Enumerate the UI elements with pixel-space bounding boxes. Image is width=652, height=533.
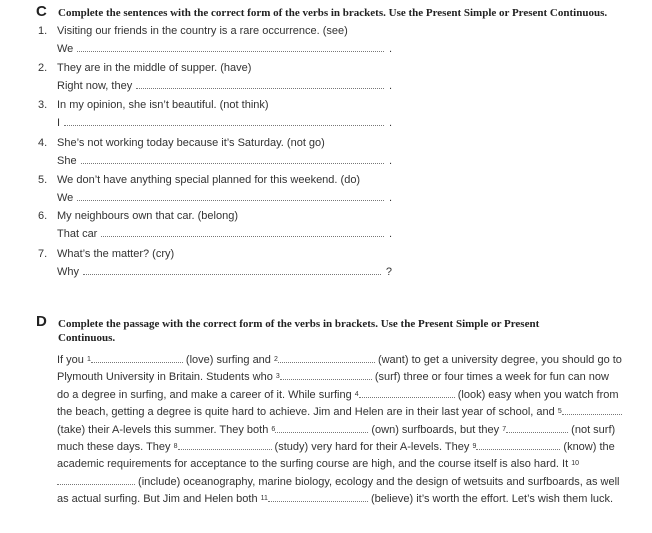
answer-start: Right now, they: [57, 80, 133, 92]
passage-segment: (include) oceanography, marine biology, ecology and the design of wetsuits and surfboards, as well as actual surfing. But Jim and Helen both: [57, 475, 620, 506]
passage-blank-2[interactable]: [278, 353, 375, 363]
gap-number: 2: [273, 356, 278, 363]
answer-blank[interactable]: [83, 265, 381, 275]
answer-start: Why: [57, 266, 79, 278]
item-sentence: In my opinion, she isn’t beautiful. (not think): [57, 99, 269, 111]
answer-end: ?: [385, 266, 392, 278]
passage-blank-11[interactable]: [268, 492, 368, 502]
passage-segment: If you: [57, 354, 87, 366]
passage-blank-6[interactable]: [275, 423, 368, 433]
section-c-header: [38, 4, 607, 20]
answer-blank[interactable]: [77, 191, 384, 201]
passage-blank-4[interactable]: [359, 388, 455, 398]
answer-end: .: [388, 117, 392, 129]
item-sentence: We don’t have anything special planned for this weekend. (do): [57, 174, 361, 186]
answer-end: .: [388, 228, 392, 240]
item-sentence: They are in the middle of supper. (have): [57, 62, 252, 74]
answer-start: That car: [57, 228, 98, 240]
answer-blank[interactable]: [81, 154, 384, 164]
section-d-letter: D: [36, 313, 47, 330]
passage-segment: (own) surfboards, but they: [368, 423, 503, 436]
answer-line[interactable]: [57, 227, 392, 240]
gap-number: 5: [557, 408, 562, 416]
section-d-header: [38, 314, 578, 345]
item-sentence: My neighbours own that car. (belong): [57, 210, 238, 222]
passage-blank-8[interactable]: [178, 440, 272, 450]
answer-start: She: [57, 155, 77, 167]
answer-line[interactable]: [57, 116, 392, 129]
passage-segment: (not surf) much these days. They: [57, 423, 616, 454]
answer-end: .: [388, 43, 392, 55]
answer-line[interactable]: [57, 191, 392, 204]
passage-blank-7[interactable]: [506, 423, 568, 433]
answer-end: .: [388, 192, 392, 204]
item-number: 5.: [38, 174, 48, 186]
passage-segment: (study) very hard for their A-levels. They: [271, 441, 473, 454]
passage-segment: (look) easy when you watch from the beach, getting a degree is quite hard to achieve. Jim and Helen are in their last year of school, and: [57, 388, 619, 419]
answer-line[interactable]: [57, 79, 392, 92]
gap-number: 1: [86, 356, 91, 363]
passage-blank-5[interactable]: [562, 405, 622, 415]
gap-number: 9: [472, 443, 477, 451]
item-sentence: What’s the matter? (cry): [57, 248, 175, 260]
item-number: 3.: [38, 99, 48, 111]
item-sentence: She’s not working today because it’s Saturday. (not go): [57, 137, 325, 149]
passage-segment: (take) their A-levels this summer. They both: [57, 423, 272, 436]
answer-line[interactable]: [57, 42, 392, 55]
item-number: 2.: [38, 62, 48, 74]
gap-number: 4: [354, 390, 359, 398]
answer-line[interactable]: [57, 154, 392, 167]
gap-number: 7: [502, 425, 507, 433]
answer-start: We: [57, 43, 74, 55]
item-number: 7.: [38, 248, 48, 260]
section-c-instruction: Complete the sentences with the correct form of the verbs in brackets. Use the Present Simple or Present Continuous.: [58, 7, 608, 19]
item-number: 6.: [38, 210, 48, 222]
item-sentence: Visiting our friends in the country is a rare occurrence. (see): [57, 25, 348, 37]
answer-end: .: [388, 80, 392, 92]
passage-blank-1[interactable]: [91, 353, 183, 363]
passage-segment: (love) surfing and: [182, 354, 274, 366]
passage-text: [57, 352, 622, 509]
section-d-instruction: Complete the passage with the correct form of the verbs in brackets. Use the Present Simple or Present Continuous.: [58, 318, 540, 344]
answer-blank[interactable]: [64, 116, 384, 126]
passage-segment: (know) the academic requirements for acceptance to the surfing course are high, and the course itself is also hard. It: [57, 441, 615, 471]
section-c-letter: C: [36, 3, 47, 20]
gap-number: 10: [571, 460, 580, 468]
passage-segment: (surf) three or four times a week for fun can now do a degree in surfing, and make a career of it. While surfing: [57, 371, 609, 401]
passage-blank-10[interactable]: [57, 475, 135, 485]
gap-number: 8: [173, 443, 178, 451]
answer-blank[interactable]: [136, 79, 384, 89]
passage-segment: (want) to get a university degree, you should go to Plymouth University in Britain. Students who: [57, 354, 622, 384]
gap-number: 3: [275, 373, 280, 381]
item-number: 1.: [38, 25, 48, 37]
answer-end: .: [388, 155, 392, 167]
answer-start: We: [57, 192, 74, 204]
answer-line[interactable]: [57, 265, 392, 278]
answer-blank[interactable]: [101, 227, 384, 237]
gap-number: 11: [260, 495, 268, 503]
passage-blank-9[interactable]: [476, 440, 560, 450]
gap-number: 6: [271, 425, 276, 433]
answer-blank[interactable]: [77, 42, 384, 52]
item-number: 4.: [38, 137, 48, 149]
passage-blank-3[interactable]: [280, 370, 372, 380]
answer-start: I: [57, 117, 61, 129]
passage-segment: (believe) it’s worth the effort. Let’s wish them luck.: [367, 493, 614, 506]
